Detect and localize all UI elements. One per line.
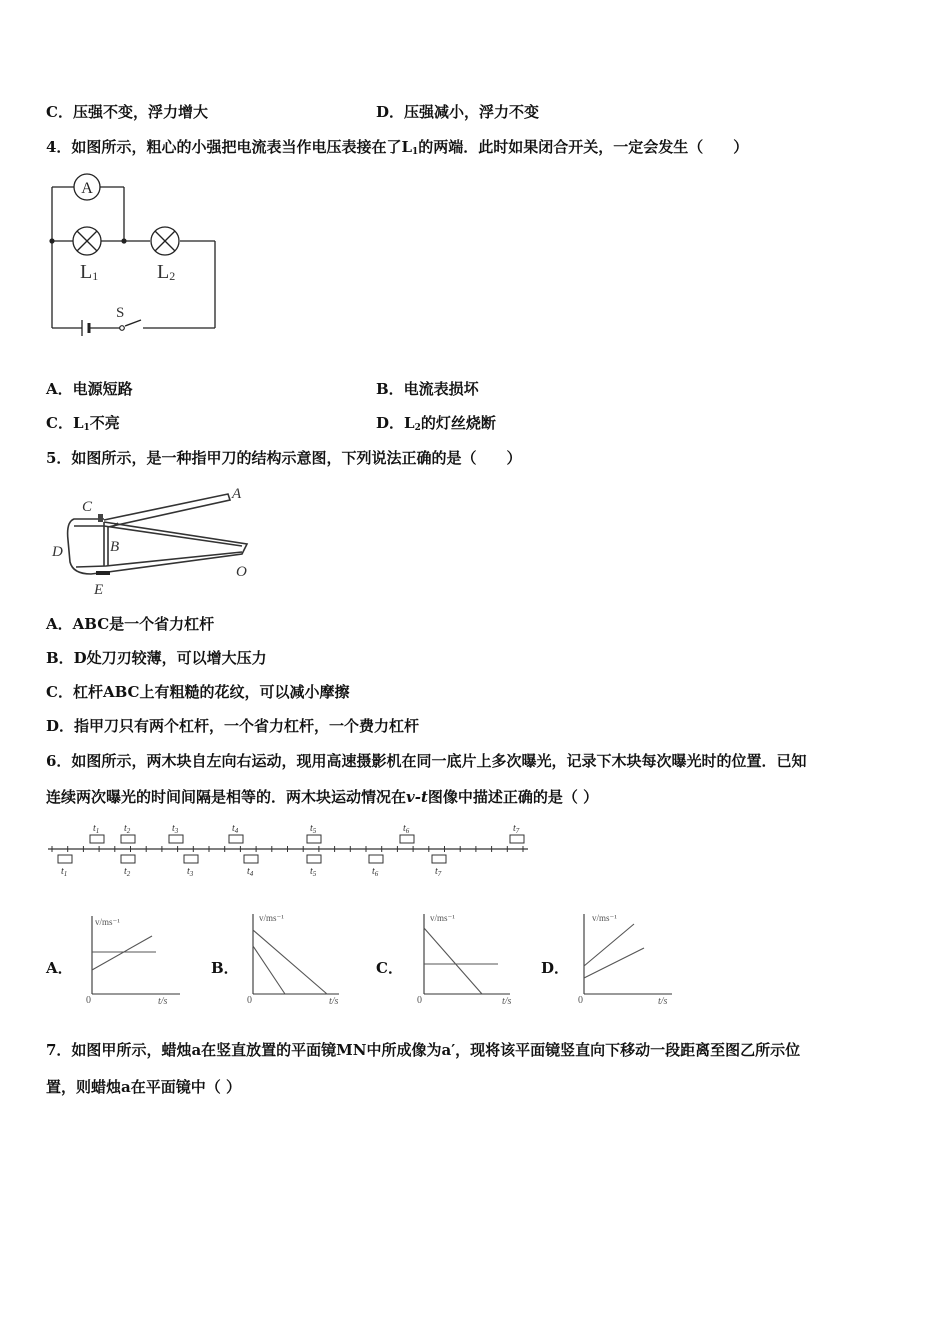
svg-text:v/ms⁻¹: v/ms⁻¹ [592, 913, 617, 923]
q4-circuit-diagram [44, 170, 234, 340]
q3-option-d: D．压强减小，浮力不变 [376, 103, 540, 121]
q6-graph-c [414, 908, 519, 1007]
lower-block [432, 855, 446, 863]
q5-option-c: C．杠杆ABC上有粗糙的花纹，可以减小摩擦 [46, 683, 350, 701]
q6-graph-b [243, 908, 348, 1007]
lower-time-label: $t_5$ [310, 866, 317, 878]
q5-option-a: A．ABC是一个省力杠杆 [46, 615, 215, 633]
lower-block [58, 855, 72, 863]
lower-block [244, 855, 258, 863]
ammeter-label: A [81, 180, 93, 197]
lower-time-label: $t_4$ [247, 866, 254, 878]
q5-nail-clipper-diagram [46, 482, 261, 597]
q4-option-d: D．$L_2$的灯丝烧断 [376, 414, 496, 433]
q6-exposure-strip [44, 818, 534, 880]
q3-option-c: C．压强不变，浮力增大 [46, 103, 208, 121]
upper-block [121, 835, 135, 843]
q6-stem-line2: 连续两次曝光的时间间隔是相等的．两木块运动情况在v-t图像中描述正确的是（ ） [46, 788, 599, 806]
q6-graph-a [80, 912, 185, 1007]
lower-block [184, 855, 198, 863]
svg-text:t/s: t/s [329, 996, 339, 1007]
upper-block [169, 835, 183, 843]
svg-text:t/s: t/s [502, 996, 512, 1007]
upper-block [510, 835, 524, 843]
lower-block [121, 855, 135, 863]
upper-time-label: $t_1$ [93, 823, 100, 835]
q6-stem-line1: 6．如图所示，两木块自左向右运动，现用高速摄影机在同一底片上多次曝光，记录下木块每次曝光时的位置．已知 [46, 752, 807, 770]
q7-stem-line2: 置，则蜡烛a在平面镜中（ ） [46, 1078, 241, 1096]
label-d: D [52, 544, 63, 560]
lower-time-label: $t_7$ [435, 866, 442, 878]
svg-text:v/ms⁻¹: v/ms⁻¹ [95, 917, 120, 927]
upper-block [229, 835, 243, 843]
upper-time-label: $t_5$ [310, 823, 317, 835]
upper-time-label: $t_2$ [124, 823, 131, 835]
svg-text:0: 0 [417, 995, 422, 1006]
upper-block [400, 835, 414, 843]
lower-time-label: $t_3$ [187, 866, 194, 878]
svg-text:0: 0 [86, 995, 91, 1006]
upper-block [307, 835, 321, 843]
q6-option-b-label: B． [211, 959, 239, 977]
label-o: O [236, 564, 247, 580]
lower-block [307, 855, 321, 863]
q6-option-d-label: D． [541, 959, 570, 977]
upper-block [90, 835, 104, 843]
upper-time-label: $t_7$ [513, 823, 520, 835]
svg-text:v/ms⁻¹: v/ms⁻¹ [430, 913, 455, 923]
upper-time-label: $t_4$ [232, 823, 239, 835]
q4-option-a: A．电源短路 [46, 380, 133, 398]
upper-time-label: $t_6$ [403, 823, 410, 835]
q4-option-c: C．$L_1$不亮 [46, 414, 120, 433]
q6-option-a-label: A． [46, 959, 73, 977]
svg-text:0: 0 [578, 995, 583, 1006]
q6-option-c-label: C． [376, 959, 403, 977]
svg-text:0: 0 [247, 995, 252, 1006]
q5-option-d: D．指甲刀只有两个杠杆，一个省力杠杆，一个费力杠杆 [46, 717, 420, 735]
lower-time-label: $t_1$ [61, 866, 68, 878]
svg-text:t/s: t/s [658, 996, 668, 1007]
q6-graph-d [576, 908, 681, 1007]
upper-time-label: $t_3$ [172, 823, 179, 835]
q7-stem-line1: 7．如图甲所示，蜡烛a在竖直放置的平面镜MN中所成像为a′，现将该平面镜竖直向下移动一段距离至图乙所示位 [46, 1041, 801, 1059]
lower-time-label: $t_6$ [372, 866, 379, 878]
q4-stem: 4．如图所示，粗心的小强把电流表当作电压表接在了$L_1$的两端．此时如果闭合开关，一定会发生（ ） [46, 138, 749, 157]
label-a: A [232, 486, 242, 502]
label-e: E [94, 582, 104, 597]
label-c: C [82, 499, 93, 515]
q5-option-b: B．D处刀刃较薄，可以增大压力 [46, 649, 267, 667]
label-b: B [110, 539, 120, 555]
lower-block [369, 855, 383, 863]
svg-text:v/ms⁻¹: v/ms⁻¹ [259, 913, 284, 923]
q4-option-b: B．电流表损坏 [376, 380, 479, 398]
svg-text:t/s: t/s [158, 996, 168, 1007]
switch-label: S [116, 305, 125, 321]
lamp2-label: L2 [157, 261, 176, 283]
q5-stem: 5．如图所示，是一种指甲刀的结构示意图，下列说法正确的是（ ） [46, 449, 522, 467]
lamp1-label: L1 [80, 261, 99, 283]
lower-time-label: $t_2$ [124, 866, 131, 878]
